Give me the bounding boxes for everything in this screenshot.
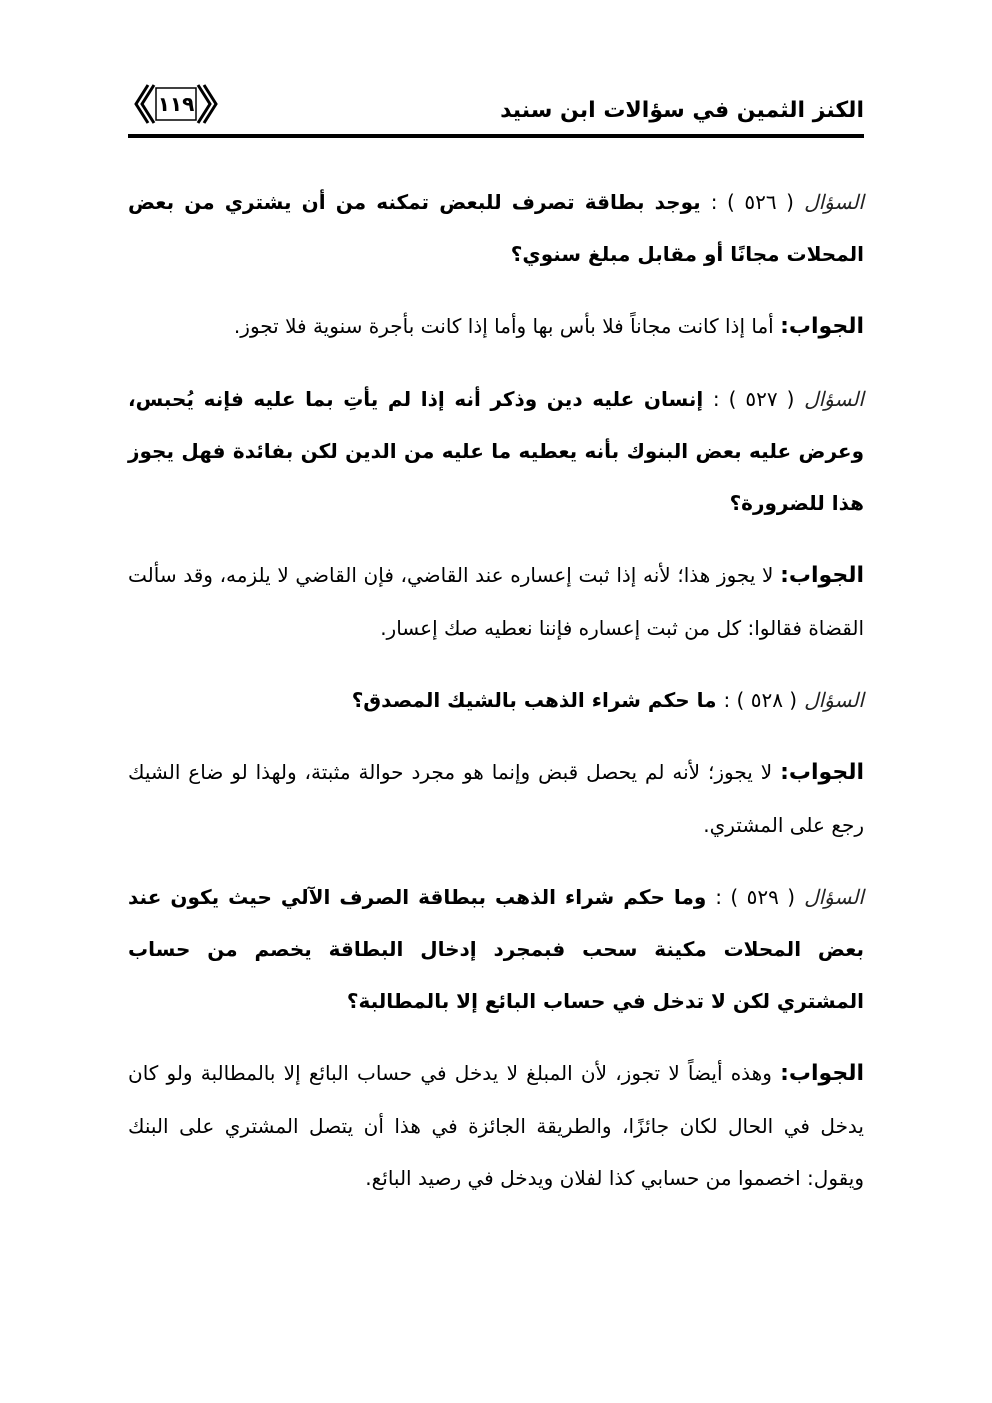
question-label: السؤال	[804, 387, 864, 411]
question-text: وما حكم شراء الذهب ببطاقة الصرف الآلي حيث يكون عند بعض المحلات مكينة سحب فبمجرد إدخال البطاقة يخصم من حساب المشتري لكن لا تدخل في حساب البائع إلا بالمطالبة؟	[128, 885, 864, 1013]
answer-text: لا يجوز هذا؛ لأنه إذا ثبت إعساره عند القاضي، فإن القاضي لا يلزمه، وقد سألت القضاة فقالوا: كل من ثبت إعساره فإننا نعطيه صك إعسار.	[128, 563, 864, 640]
question-text: ما حكم شراء الذهب بالشيك المصدق؟	[351, 688, 717, 712]
question-text: يوجد بطاقة تصرف للبعض تمكنه من أن يشتري من بعض المحلات مجانًا أو مقابل مبلغ سنوي؟	[128, 190, 864, 266]
answer-529	[128, 1047, 864, 1204]
answer-text: لا يجوز؛ لأنه لم يحصل قبض وإنما هو مجرد حوالة مثبتة، ولهذا لو ضاع الشيك رجع على المشتري.	[128, 760, 864, 837]
question-label: السؤال	[804, 688, 864, 712]
answer-label: الجواب:	[780, 1061, 865, 1086]
page-header	[128, 78, 864, 140]
answer-label: الجواب:	[780, 760, 865, 785]
question-528	[128, 674, 864, 726]
page-content	[128, 176, 864, 1224]
question-label: السؤال	[804, 190, 864, 214]
question-label: السؤال	[804, 885, 864, 909]
answer-text: أما إذا كانت مجاناً فلا بأس بها وأما إذا كانت بأجرة سنوية فلا تجوز.	[233, 314, 774, 338]
page-number-badge	[130, 82, 222, 126]
question-number: ( ٥٢٨ ) :	[723, 688, 798, 712]
answer-528	[128, 746, 864, 851]
answer-text: وهذه أيضاً لا تجوز، لأن المبلغ لا يدخل في حساب البائع إلا بالمطالبة ولو كان يدخل في الحال لكان جائزًا، والطريقة الجائزة في هذا أن يتصل المشتري على البنك ويقول: اخصموا من حسابي كذا لفلان ويدخل في رصيد البائع.	[128, 1061, 864, 1190]
answer-526	[128, 300, 864, 353]
question-529	[128, 871, 864, 1027]
answer-527	[128, 549, 864, 654]
answer-label: الجواب:	[780, 563, 865, 588]
question-text: إنسان عليه دين وذكر أنه إذا لم يأتِ بما عليه فإنه يُحبس، وعرض عليه بعض البنوك بأنه يعطيه ما عليه من الدين لكن بفائدة فهل يجوز هذا للضرورة؟	[128, 387, 864, 515]
page-number: ١١٩	[157, 92, 195, 116]
question-number: ( ٥٢٧ ) :	[712, 387, 795, 411]
question-527	[128, 373, 864, 529]
book-title: الكنز الثمين في سؤالات ابن سنيد	[500, 98, 864, 123]
header-divider	[128, 134, 864, 138]
question-526	[128, 176, 864, 280]
question-number: ( ٥٢٦ ) :	[710, 190, 794, 214]
answer-label: الجواب:	[780, 314, 864, 339]
question-number: ( ٥٢٩ ) :	[715, 885, 796, 909]
